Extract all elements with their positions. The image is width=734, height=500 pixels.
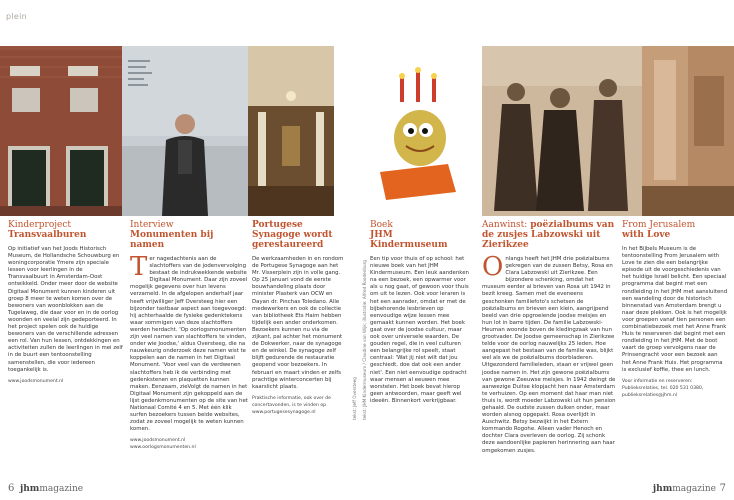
article-interview: [130, 220, 248, 452]
article-link[interactable]: www.joodsmonument.nl: [8, 378, 64, 384]
brand-rest: magazine: [672, 484, 716, 494]
article-kicker: [482, 220, 616, 250]
article-headline: Transvaalburen: [8, 230, 87, 240]
article-kicker: From Jerusalem: [622, 220, 696, 230]
article-kicker: Interview: [130, 220, 174, 230]
article-headline: JHM Kindermuseum: [370, 230, 448, 250]
article-body: Op initiatief van het Joods Historisch Museum, de Hollandsche Schouwburg en woningcorporatie Ymere zijn speciale lessen voor leerlingen in de Transvaalbuurt in Amsterdam-Oost ontwikkeld. Onder meer door de website Digitaal Monument kunnen kinderen uit groep 8 meer te weten komen over de bewoners van woonblokken aan de Tugelaweg, die daar voor en in de oorlog woonden en veelal zijn gedeporteerd. In het project spelen ook de huidige bewoners van de verschillende adressen een rol. Van hun lessen, ontdekkingen en activiteiten zullen de leerlingen in mei zelf in de buurt een tentoonstelling samenstellen, die voor iedereen toegankelijk is.: [8, 246, 123, 373]
article-body: nlangs heeft het JHM drie poëzialbums gekregen van de zussen Betsy, Rosa en Clara Labzowski uit Zierikzee. Een bijzondere schenking, omdat het museum eerder al brieven van Rosa uit 1942 in bezit kreeg. Samen met de eveneens geschonken familiefoto's schetsen de poëzialbums en brieven een klein, aangrijpend beeld van drie opgroeiende joodse meisjes en hun lot in barre tijden. De familie Labzowski-Heuman woonde boven de kledingzaak van hun grootvader. De Joodse gemeenschap in Zierikzee telde voor de oorlog nauwelijks 25 leden. Hoe aangepast het bestaan van de familie was, blijkt wel als we de poëzialbums doorbladeren. Uitgezonderd familieleden, staan er vrijwel geen joodse namen in. Het zijn gewone poëzialbums van gewone Zeeuwse meisjes. In 1942 dwingt de aanwezige Duitse klopjacht hen naar Amsterdam te verhuizen. Op een moment dat haar man niet thuis is, wordt moeder Labzowski uit hun pension gehaald. De oudste zussen duiken onder, maar worden alsnog opgepakt. Rosa overlijdt in Auschwitz. Betsy bezwijkt in het Extern kommando Rogohe. Alleen vader Henoch en dochter Clara overleven de oorlog. Zij schonk deze aandoenlijke papieren herinnering aan haar omgekomen zusjes.: [482, 256, 616, 454]
article-kinderproject: [8, 220, 124, 385]
article-body: In het Bijbels Museum is de tentoonstelling From Jerusalem with Love te zien die een belangrijke episode uit de voorgeschiedenis van het huidige Israël belicht. Een speciaal programma dat begint met een rondleiding in het JHM met aansluitend een wandeling door de historisch binnenstad van Amsterdam brengt u naar deze plekken. Ook is het mogelijk voor groepen vanaf tien personen een combinatiebezoek met het Anne Frank Huis te reserveren dat begint met een rondleiding in het JHM. Met de boot vaart de groep vervolgens naar de Prinsengracht voor een bezoek aan het Anne Frank Huis. Het programma is exclusief koffie, thee en lunch.: [622, 246, 728, 373]
page-number-left: 6: [8, 483, 15, 494]
photo-sisters: [482, 46, 642, 216]
illustration-book-mascot: [368, 62, 468, 212]
footer-brand-left: [20, 484, 83, 494]
article-link[interactable]: www.joodsmonument.nl www.oorlogsmonumenten.nl: [130, 438, 196, 451]
page-number-right: 7: [719, 483, 726, 494]
kicker-label: Aanwinst:: [482, 220, 528, 230]
article-jerusalem: [622, 220, 728, 399]
footer-brand-right: [653, 484, 716, 494]
photo-jerusalem: [642, 46, 734, 216]
article-body: er nagedachtenis aan de slachtoffers van de jodenvervolging bestaat de indrukwekkende website Digitaal Monument. Daar zijn zoveel mogelijk gegevens over hun levens verzameld. In de afgelopen anderhalf jaar heeft vrijwilliger Jeff Oversteeg hier een bijzonder tastbaar aspect aan toegevoegd: hij achterhaalde de fysieke gedenktekens waar sommigen van deze slachtoffers werden herdacht. 'Op oorlogsmonumenten zijn veel namen van slachtoffers te vinden, onder wie Joodse,' aldus Oversteeg, die na nauwkeurig onderzoek deze namen wist te koppelen aan de namen in het Digitaal Monument. 'Voor veel van de verdwenen slachtoffers heb ik de verbinding met gedenkstenen en plaquetten kunnen maken. Eenzaam, zieVolgt de namen in het Digitaal Monument zijn gekoppeld aan de lijst gedenkmonumenten op de site van het Nationaal Comité 4 en 5. Met één klik surfen bezoekers tussen beide websites, zodat ze zoveel mogelijk te weten kunnen komen.: [130, 256, 248, 433]
photo-buildings: [0, 46, 122, 216]
drop-cap: O: [482, 252, 504, 282]
article-synagoge: [252, 220, 348, 416]
article-headline: with Love: [622, 230, 671, 240]
article-kicker: Boek: [370, 220, 393, 230]
photo-portrait: [122, 46, 248, 216]
brand-rest: magazine: [39, 484, 84, 494]
photo-credit: tekst: JHM Kindermuseum / Claudine van Wijk; illustratie: Alfred Roodenburg: [362, 260, 367, 420]
article-headline: Portugese Synagoge wordt gerestaureerd: [252, 220, 333, 250]
article-headline: poëzialbums van de zusjes Labzowski uit Zierikzee: [482, 220, 615, 250]
photo-credit: tekst: Jeff Oversteeg: [352, 377, 357, 420]
article-headline: Monumenten bij namen: [130, 230, 214, 250]
article-boek: [370, 220, 470, 405]
article-link: Voor informatie en reserveren: Publieksrelaties, tel. 020 531 0380, publieksrelaties@jhm.nl: [622, 378, 704, 398]
article-aanwinst: [482, 220, 616, 455]
article-body: Een tip voor thuis of op school: het nieuwe boek van het JHM Kindermuseum. Een leuk aandenken na een bezoek, een opwarmer voor als u nog gaat, of gewoon voor thuis om uit te lezen. Ook voor leraren is het een aanrader, omdat er met de bijbehorende lesbrieven op eenvoudige wijze lessen mee gemaakt kunnen worden. Het boek gaat over de joodse cultuur, maar ook over universele waarden. De gouden regel, die in veel culturen een belangrijke rol speelt, staat centraal: 'Wat jij niet wilt dat jou geschiedt, doe dat ook een ander niet'. Een niet eenvoudige opdracht waar mensen al eeuwen mee worstelen. Het boek bevat hierop geen antwoorden, maar geeft wel ideeën. Binnenkort verkrijgbaar.: [370, 256, 469, 404]
section-label: plein: [6, 12, 28, 21]
drop-cap: T: [130, 252, 148, 282]
brand-bold: jhm: [652, 484, 673, 494]
article-kicker: Kinderproject: [8, 220, 72, 230]
article-body: De werkzaamheden in en rondom de Portugese Synagoge aan het Mr. Visserplein zijn in volle gang. Op 25 januari vond de eerste bouwhandeling plaats door minister Plasterk van OCW en Dayan dr. Pinchas Toledano. Alle medewerkers en ook de collectie van bibliotheek Ets Haim hebben tijdelijk een ander onderkomen. Bezoekers kunnen nu via de zijkant, pal achter het monument de Dokwerker, naar de synagoge en de winkel. De synagoge zelf blijft gedurende de restauratie geopend voor bezoekers. In februari en maart vinden er zelfs prachtige winterconcerten bij kaarslicht plaats.: [252, 256, 344, 390]
photo-synagogue: [248, 46, 334, 216]
brand-bold: jhm: [20, 484, 40, 494]
article-link[interactable]: Praktische informatie, ook over de concertavonden, is te vinden op www.portugesesynagoge.nl: [252, 395, 331, 415]
